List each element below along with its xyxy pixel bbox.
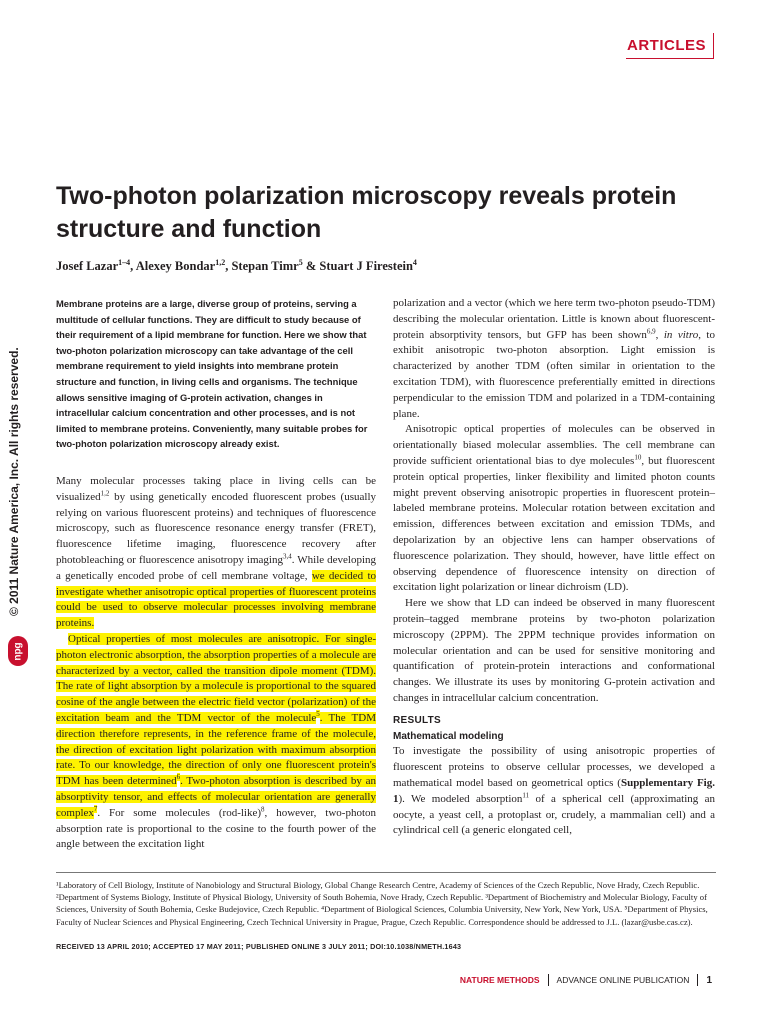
highlighted-text: Optical properties of most molecules are anisotropic. For single-photon electronic absorption, the absorption properties of a molecule are characterized by a vector, called the transition dipole moment (TDM). The rate of light absorption by a molecule is proportional to the squared cosine of the angle between the electric field vector (polarization) of the excitation beam and the TDM vector of the molecule: [56, 632, 376, 724]
section-heading: RESULTS: [393, 714, 442, 726]
body-paragraph: Optical properties of most molecules are anisotropic. For single-photon electronic absorption, the absorption properties of a molecule are characterized by a vector, called the transition dipole moment (TDM). The rate of light absorption by a molecule is proportional to the squared cosine of the angle between the electric field vector (polarization) of the excitation beam and the TDM vector of the molecule$^5$. The TDM direction therefore represents, in the reference frame of the molecule, the direction of excitation light polarization with maximum absorption rate. To our knowledge, the direction of only one fluorescent protein's TDM has been determined$^6$. Two-photon absorption is described by an absorptivity tensor, and effects of molecular orientation are generally complex$^7$. For some molecules (rod-like)$^8$, however, two-photon absorption rate is proportional to the cosine to the fourth power of the angle between the excitation light: [56, 632, 376, 851]
author-affiliation: 5: [298, 257, 303, 267]
author-name: Stuart J Firestein: [319, 259, 413, 273]
header-rule-horizontal: [626, 58, 714, 59]
body-paragraph: To investigate the possibility of using anisotropic properties of fluorescent proteins to observe cellular processes, we developed a mathematical model based on geometrical optics (Supplementary Fig. 1). We modeled absorption$^{11}$ of a spherical cell (approximating an oocyte, a yeast cell, a protoplast or, crudely, a mammalian cell) and a cylindrical cell (a generic elongated cell,: [393, 745, 715, 837]
section-label: ARTICLES: [627, 37, 706, 54]
footer-divider: [548, 974, 549, 986]
npg-logo-text: npg: [12, 641, 24, 661]
footnote-divider: [56, 872, 716, 873]
body-paragraph: Anisotropic optical properties of molecules can be observed in orientationally biased molecular assemblies. The cell membrane can provide sufficient orientational bias to dye molecules$^{10}$, but fluorescent protein optical properties, linker flexibility and limited photon counts might prevent observing anisotropic properties in fluorescent protein–labeled membrane proteins. Molecular rotation between excitation and emission, differences between excitation and emission TDMs, and depolarization by an objective lens can hamper observations of fluorescence polarization. They should, however, have little effect on observing dependence of fluorescence intensity on direction of excitation light polarization or linear dichroism (LD).: [393, 423, 715, 594]
body-column-left: [56, 474, 376, 853]
npg-logo: [8, 636, 28, 666]
subsection-heading: Mathematical modeling: [393, 730, 504, 742]
body-paragraph: Here we show that LD can indeed be observed in many fluorescent protein–tagged membrane proteins by two-photon polarization microscopy (2PPM). The 2PPM technique provides information on molecular orientation and can be used for sensitive monitoring and quantification of protein-protein interactions and conformational changes. We illustrate its uses by monitoring G-protein activation and changes in intracellular calcium concentration.: [393, 597, 715, 704]
footer-divider: [697, 974, 698, 986]
article-title: Two-photon polarization microscopy reveals protein structure and function: [56, 182, 677, 243]
publication-status: ADVANCE ONLINE PUBLICATION: [556, 975, 690, 985]
supplementary-link[interactable]: Supplementary Fig. 1: [393, 776, 715, 805]
affiliations-footnote: ¹Laboratory of Cell Biology, Institute of Nanobiology and Structural Biology, Global Change Research Centre, Academy of Sciences of the Czech Republic, Nove Hrady, Czech Republic. ²Department of Systems Biology, Institute of Physical Biology, University of South Bohemia, Nove Hrady, Czech Republic. ³Department of Biochemistry and Molecular Biology, Faculty of Sciences, University of South Bohemia, Ceske Budejovice, Czech Republic. ⁴Department of Biological Sciences, Columbia University, New York, New York, USA. ⁵Department of Physics, Faculty of Nuclear Sciences and Physical Engineering, Czech Technical University in Prague, Prague, Czech Republic. Correspondence should be addressed to J.L. (lazar@usbe.cas.cz).: [56, 880, 708, 927]
page-number: 1: [706, 974, 712, 986]
highlighted-text: . The TDM direction therefore represents, in the reference frame of the molecule, the direction of excitation light polarization with maximum absorption rate. To our knowledge, the direction of only one fluorescent protein's TDM has been determined: [56, 711, 376, 788]
highlighted-text: we decided to investigate whether anisotropic optical properties of fluorescent proteins could be used to observe molecular processes involving membrane proteins.: [56, 569, 376, 630]
author-name: Stepan Timr: [231, 259, 299, 273]
body-paragraph: Many molecular processes taking place in living cells can be visualized$^{1,2}$ by using genetically encoded fluorescent probes (usually relying on various fluorescent proteins) and techniques of fluorescence microscopy, such as fluorescence resonance energy transfer (FRET), fluorescence lifetime imaging, fluorescence recovery after photobleaching or fluorescence anisotropy imaging$^{3,4}$. While developing a genetically encoded probe of cell membrane voltage, we decided to investigate whether anisotropic optical properties of fluorescent proteins could be used to observe molecular processes involving membrane proteins.: [56, 475, 377, 630]
author-name: Alexey Bondar: [135, 259, 216, 273]
author-affiliation: 4: [412, 257, 417, 267]
body-paragraph: polarization and a vector (which we here term two-photon pseudo-TDM) describing the molecular orientation. Little is known about fluorescent-protein absorptivity tensors, but GFP has been shown$^{6,9}$, in vitro, to exhibit anisotropic two-photon absorption. Light emission is characterized by another TDM (often similar in orientation to the excitation TDM), with fluorescence preferentially emitted in directions perpendicular to the emission TDM and polarized in a TDM-containing plane.: [393, 297, 715, 420]
publication-dates: RECEIVED 13 APRIL 2010; ACCEPTED 17 MAY 2011; PUBLISHED ONLINE 3 JULY 2011; DOI:10.1038/NMETH.1643: [56, 942, 462, 951]
highlighted-text: . Two-photon absorption is described by an absorptivity tensor, and effects of molecular orientation are generally complex: [56, 775, 376, 819]
author-affiliation: 1–4: [118, 257, 131, 267]
author-affiliation: 1,2: [215, 257, 226, 267]
author-list: Josef Lazar$^{1-4}$, Alexey Bondar$^{1,2}$, Stepan Timr$^5$ & Stuart J Firestein$^4$: [56, 257, 417, 273]
abstract: Membrane proteins are a large, diverse group of proteins, serving a multitude of cellular functions. They are difficult to study because of their requirement of a lipid membrane for function. Here we show that two-photon polarization microscopy can take advantage of the cell membrane requirement to yield insights into membrane protein structure and function, in living cells and organisms. The technique allows sensitive imaging of G-protein activation, changes in intracellular calcium concentration and other processes, and is not limited to membrane proteins. Conveniently, many suitable probes for two-photon polarization microscopy already exist.: [56, 298, 368, 450]
page-footer: [460, 974, 712, 986]
body-column-right: [393, 296, 715, 839]
author-name: Josef Lazar: [56, 259, 119, 273]
journal-name: NATURE METHODS: [459, 975, 540, 985]
header-rule-vertical: [713, 33, 714, 59]
copyright-notice: © 2011 Nature America, Inc. All rights reserved.: [7, 347, 21, 616]
